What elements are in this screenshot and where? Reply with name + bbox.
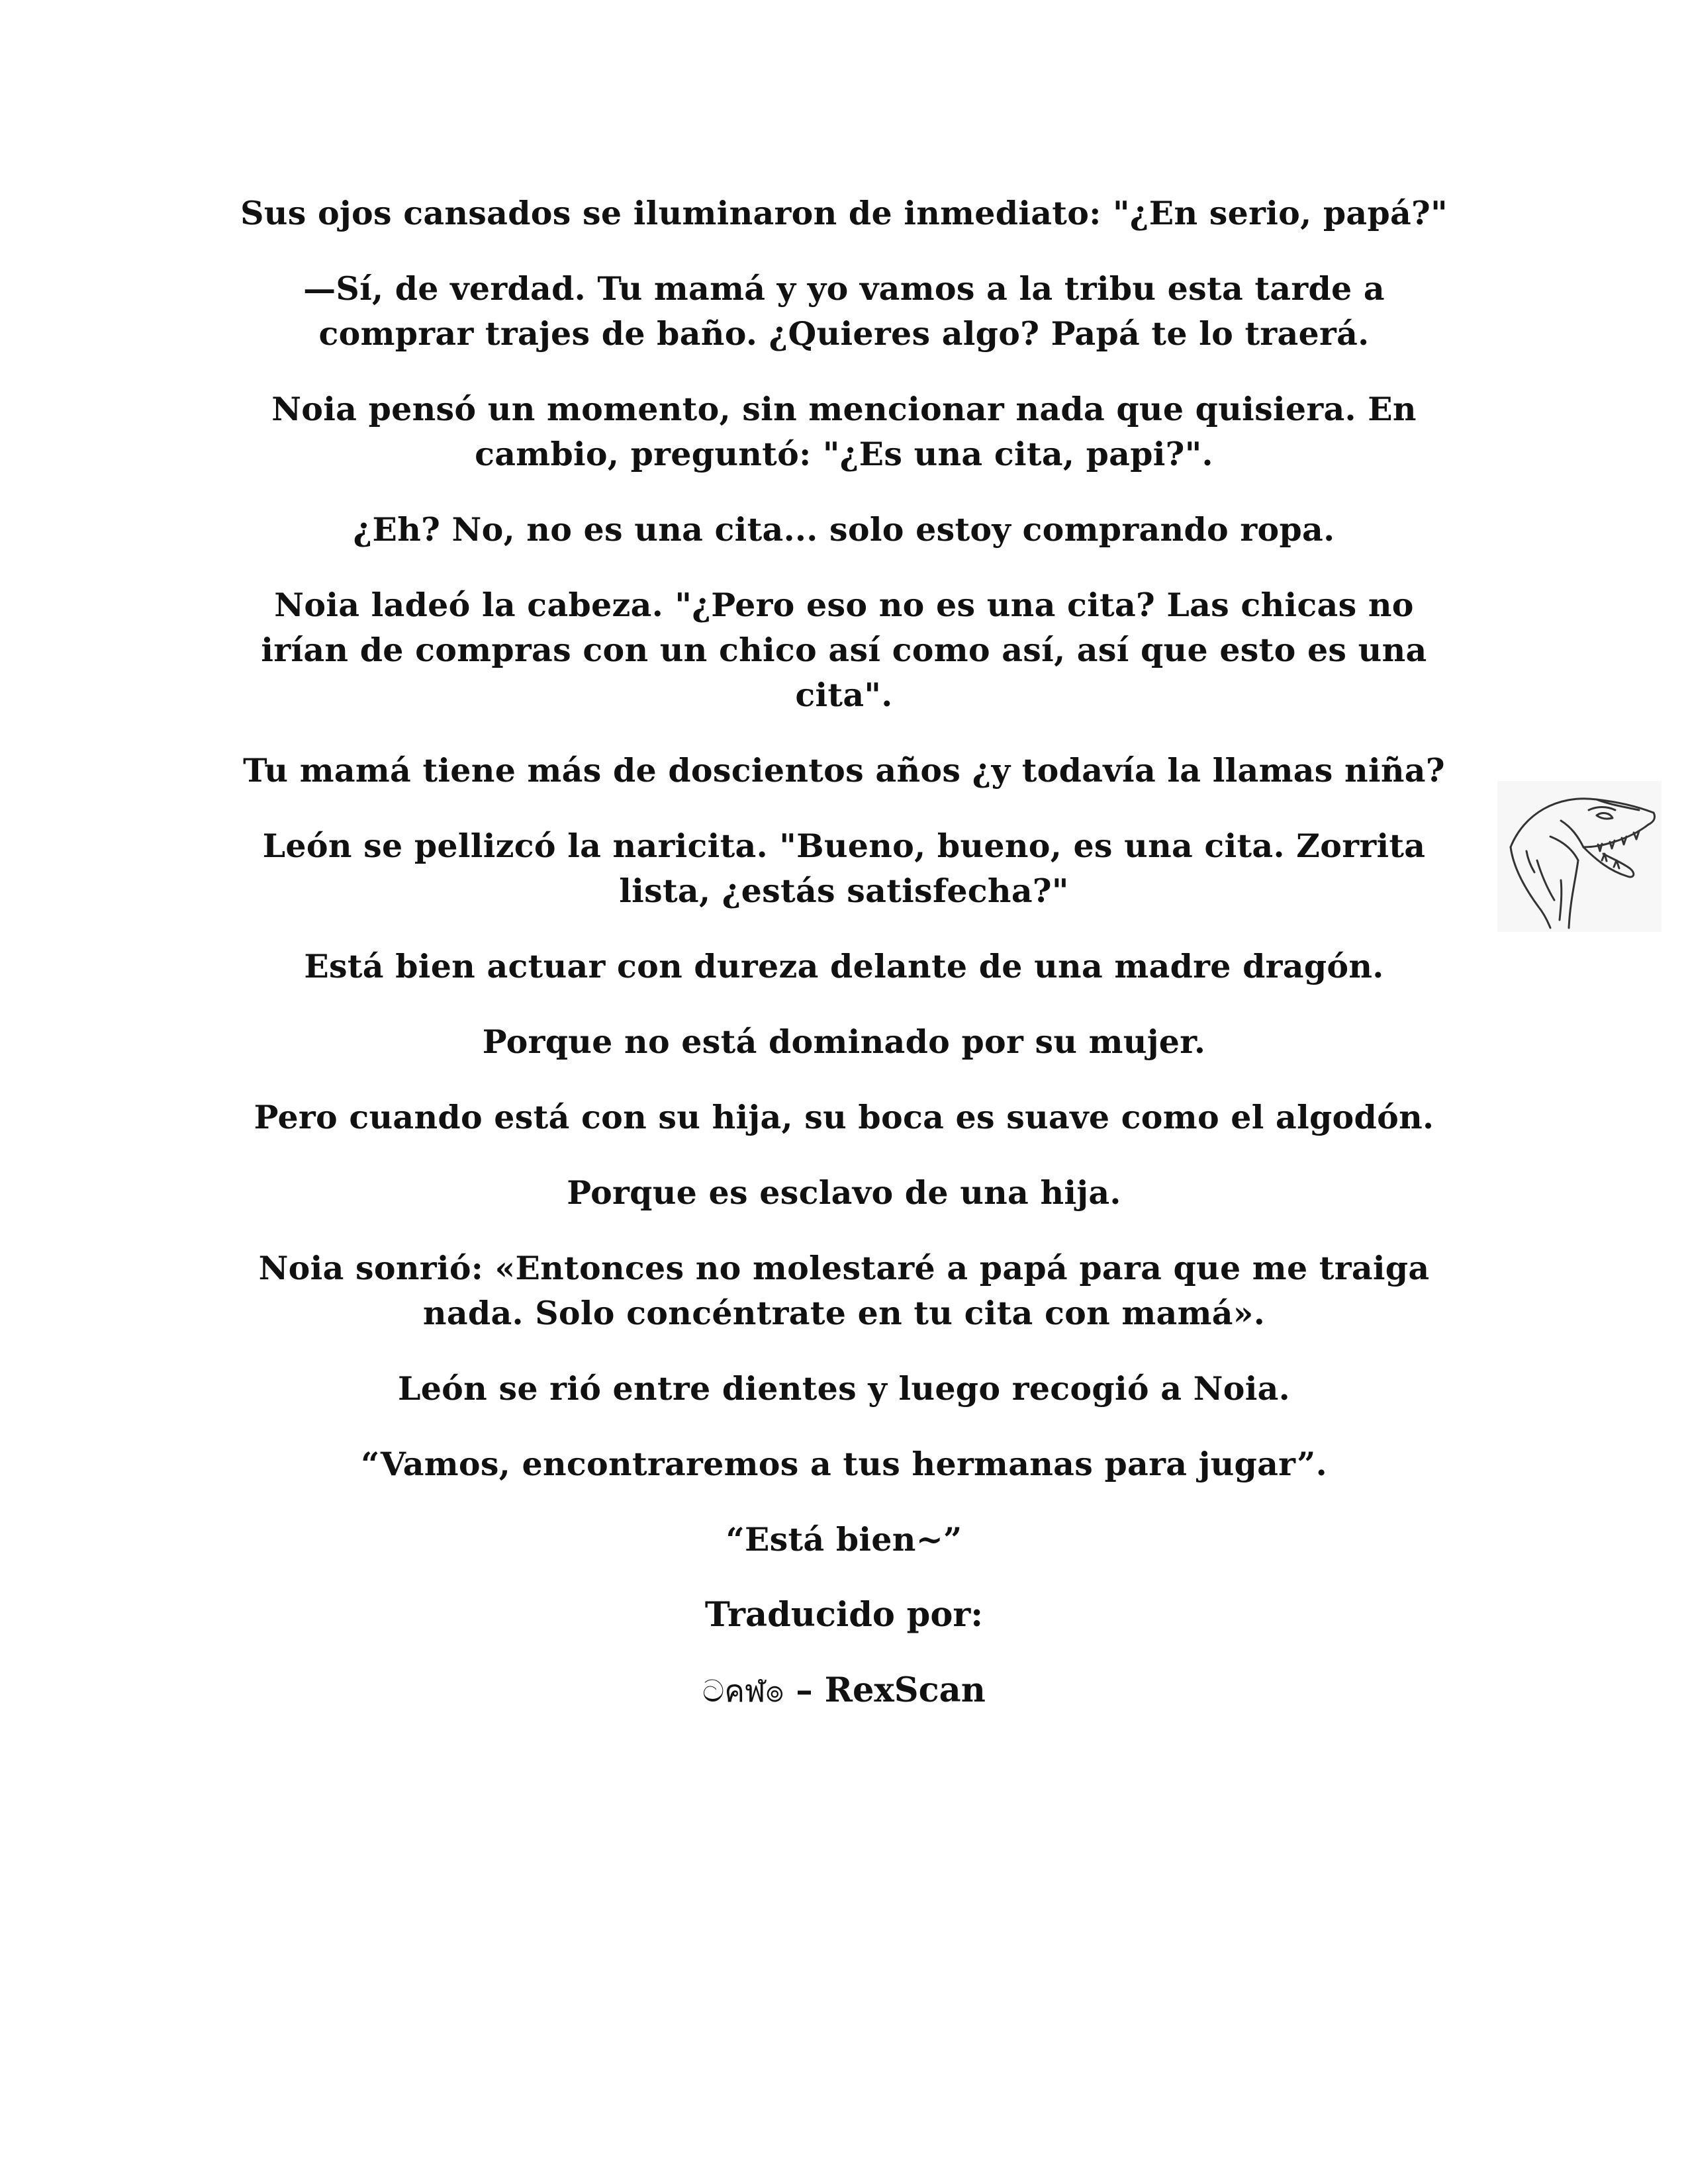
- paragraph-9: Porque no está dominado por su mujer.: [482, 1023, 1206, 1061]
- paragraph-4: ¿Eh? No, no es una cita... solo estoy comprando ropa.: [353, 510, 1335, 549]
- text-column: [238, 191, 1450, 1713]
- credits-label: Traducido por:: [704, 1595, 984, 1635]
- paragraph-3: Noia pensó un momento, sin mencionar nada que quisiera. En cambio, preguntó: "¿Es una cita, papi?".: [271, 390, 1417, 473]
- paragraph-11: Porque es esclavo de una hija.: [567, 1173, 1121, 1212]
- paragraph-1: Sus ojos cansados se iluminaron de inmediato: "¿En serio, papá?": [240, 194, 1448, 232]
- paragraph-2: —Sí, de verdad. Tu mamá y yo vamos a la tribu esta tarde a comprar trajes de baño. ¿Quieres algo? Papá te lo traerá.: [303, 269, 1385, 353]
- credits-separator: –: [784, 1670, 825, 1710]
- paragraph-10: Pero cuando está con su hija, su boca es suave como el algodón.: [254, 1098, 1434, 1136]
- translator-name: ටคฬ๏: [702, 1673, 784, 1709]
- credits-line: [238, 1668, 1450, 1713]
- paragraph-14: “Vamos, encontraremos a tus hermanas para jugar”.: [361, 1445, 1327, 1483]
- paragraph-12: Noia sonrió: «Entonces no molestaré a papá para que me traiga nada. Solo concéntrate en tu cita con mamá».: [258, 1249, 1430, 1332]
- paragraph-13: León se rió entre dientes y luego recogió a Noia.: [397, 1369, 1291, 1408]
- paragraph-15: “Está bien~”: [726, 1520, 962, 1559]
- paragraph-5: Noia ladeó la cabeza. "¿Pero eso no es una cita? Las chicas no irían de compras con un chico así como así, así que esto es una cita".: [261, 586, 1427, 714]
- group-name: RexScan: [824, 1670, 986, 1710]
- paragraph-6: Tu mamá tiene más de doscientos años ¿y todavía la llamas niña?: [243, 751, 1445, 790]
- dinosaur-head-icon: [1497, 781, 1662, 932]
- paragraph-8: Está bien actuar con dureza delante de una madre dragón.: [304, 947, 1384, 985]
- paragraph-7: León se pellizcó la naricita. "Bueno, bueno, es una cita. Zorrita lista, ¿estás satisfecha?": [262, 827, 1426, 910]
